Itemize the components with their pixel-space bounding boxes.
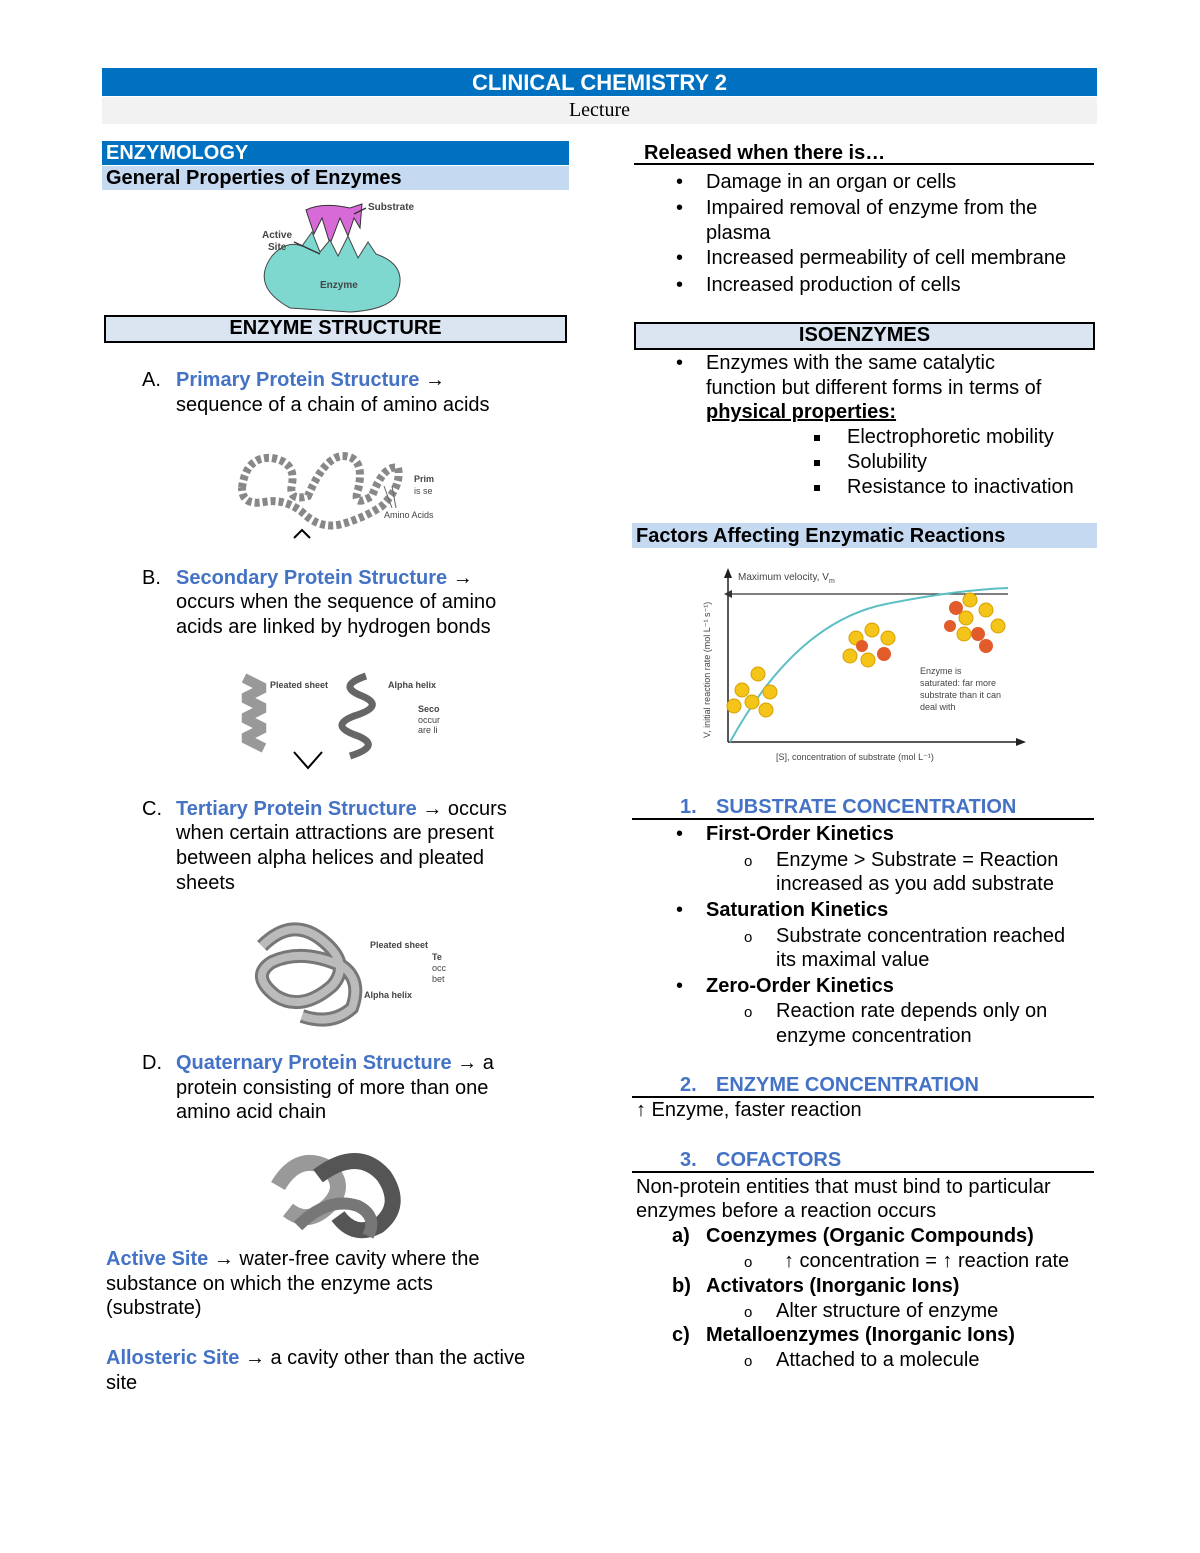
released-item-3: Increased permeability of cell membrane (706, 247, 1067, 269)
s3-title: COFACTORS (716, 1149, 842, 1171)
first-order-label: First-Order Kinetics (706, 823, 894, 845)
subsection-general-properties: General Properties of Enzymes (102, 166, 569, 190)
primary-structure-figure (232, 446, 446, 540)
released-item-2: Impaired removal of enzyme from the (706, 197, 1038, 219)
cofactor-a-label: Coenzymes (Organic Compounds) (706, 1225, 1034, 1247)
quaternary-structure-figure (258, 1146, 414, 1240)
tertiary-label-3: bet (432, 974, 445, 984)
section-enzymology: ENZYMOLOGY (102, 141, 569, 165)
first-order-bullet: • (676, 823, 684, 845)
cofactor-b-label: Activators (Inorganic Ions) (706, 1275, 960, 1297)
tertiary-label: Te (432, 952, 442, 962)
released-item-2b: plasma (706, 222, 771, 244)
item-c-letter: C. (142, 798, 162, 820)
item-d-letter: D. (142, 1052, 162, 1074)
enzyme-glyphs-high (944, 593, 1005, 653)
allosteric-site-line1 (106, 1346, 525, 1371)
zero-order-sub-1: Reaction rate depends only on (776, 1000, 1048, 1022)
zero-order-sub-2: enzyme concentration (776, 1025, 972, 1047)
item-d-line1 (176, 1051, 494, 1076)
s1-title: SUBSTRATE CONCENTRATION (716, 796, 1017, 818)
item-c-arrow: → occurs (416, 798, 507, 820)
iso-text-2: function but different forms in terms of (706, 377, 1042, 399)
zero-order-label: Zero-Order Kinetics (706, 975, 894, 997)
cofactors-heading (632, 1147, 1094, 1173)
enzyme-glyphs-low (727, 667, 777, 717)
vmax-label: Maximum velocity, $V_m$ (738, 572, 835, 585)
alpha-helix-label-2: Alpha helix (364, 990, 413, 1000)
enzyme-substrate-figure (250, 196, 430, 314)
square-bullet-3 (814, 485, 820, 491)
active-site-line3: (substrate) (106, 1297, 202, 1319)
zero-order-circle: o (744, 1004, 753, 1021)
amino-acids-label: Amino Acids (384, 510, 434, 520)
cofactor-c-circle: o (744, 1353, 753, 1370)
allosteric-site-text: → a cavity other than the active (239, 1347, 526, 1369)
item-d-line2: protein consisting of more than one (176, 1077, 489, 1099)
item-b-line1 (176, 566, 473, 591)
saturation-bullet: • (676, 899, 684, 921)
saturated-note-3: substrate than it can (920, 690, 1002, 700)
released-bullet-4: • (676, 274, 684, 296)
factors-heading: Factors Affecting Enzymatic Reactions (632, 523, 1097, 548)
item-c-term: Tertiary Protein Structure (176, 798, 417, 820)
iso-text-1: Enzymes with the same catalytic (706, 352, 995, 374)
iso-bullet: • (676, 352, 684, 374)
item-d-term: Quaternary Protein Structure (176, 1052, 452, 1074)
released-item-1: Damage in an organ or cells (706, 171, 957, 193)
item-b-term: Secondary Protein Structure (176, 567, 448, 589)
item-a-arrow: → (419, 369, 445, 391)
saturated-note-2: saturated: far more (920, 678, 997, 688)
s3-number: 3. (680, 1149, 697, 1171)
s1-number: 1. (680, 796, 697, 818)
cofactor-a-letter: a) (672, 1225, 690, 1247)
item-a-letter: A. (142, 369, 161, 391)
active-label: Active (262, 230, 293, 241)
zero-order-bullet: • (676, 975, 684, 997)
iso-text-3: physical properties: (706, 401, 897, 423)
cofactor-a-sub: ↑ concentration = ↑ reaction rate (784, 1250, 1070, 1272)
iso-prop-2: Solubility (847, 451, 928, 473)
item-a-line1 (176, 368, 445, 393)
allosteric-site-term: Allosteric Site (106, 1347, 240, 1369)
iso-prop-1: Electrophoretic mobility (847, 426, 1054, 448)
saturation-sub-2: its maximal value (776, 949, 930, 971)
page-title: CLINICAL CHEMISTRY 2 (102, 68, 1097, 96)
tertiary-structure-figure (232, 916, 448, 1028)
released-bullet-2: • (676, 197, 684, 219)
site-label: Site (268, 242, 287, 253)
square-bullet-1 (814, 435, 820, 441)
secondary-structure-figure (236, 662, 448, 774)
active-site-term: Active Site (106, 1248, 209, 1270)
saturated-note-1: Enzyme is (920, 666, 962, 676)
substrate-concentration-heading (632, 794, 1094, 820)
substrate-label: Substrate (368, 202, 415, 213)
cofactors-text-1: Non-protein entities that must bind to particular (636, 1176, 1051, 1198)
released-item-4: Increased production of cells (706, 274, 961, 296)
secondary-label: Seco (418, 704, 440, 714)
s2-number: 2. (680, 1074, 697, 1096)
active-site-text: → water-free cavity where the (208, 1248, 480, 1270)
iso-prop-3: Resistance to inactivation (847, 476, 1074, 498)
cofactor-a-circle: o (744, 1254, 753, 1271)
item-b-letter: B. (142, 567, 161, 589)
secondary-label-2: occur (418, 715, 441, 725)
first-order-circle: o (744, 853, 753, 870)
item-a-term: Primary Protein Structure (176, 369, 420, 391)
enzyme-concentration-text: ↑ Enzyme, faster reaction (636, 1099, 862, 1121)
saturation-circle: o (744, 929, 753, 946)
pleated-sheet-label: Pleated sheet (270, 680, 329, 690)
cofactor-b-letter: b) (672, 1275, 691, 1297)
y-axis-label: V, initial reaction rate (mol L⁻¹ s⁻¹) (702, 601, 712, 738)
enzyme-glyphs-mid (843, 623, 895, 667)
enzyme-structure-box: ENZYME STRUCTURE (104, 315, 567, 343)
enzyme-label: Enzyme (320, 280, 358, 291)
active-site-line1 (106, 1247, 479, 1272)
item-c-line4: sheets (176, 872, 235, 894)
prim-label-2: is se (414, 486, 433, 496)
page-subtitle: Lecture (102, 97, 1097, 124)
secondary-label-3: are li (418, 725, 438, 735)
released-bullet-3: • (676, 247, 684, 269)
alpha-helix-label: Alpha helix (388, 680, 437, 690)
s2-title: ENZYME CONCENTRATION (716, 1074, 979, 1096)
item-b-line3: acids are linked by hydrogen bonds (176, 616, 491, 638)
item-c-line1 (176, 797, 507, 822)
square-bullet-2 (814, 460, 820, 466)
saturation-label: Saturation Kinetics (706, 899, 889, 921)
cofactor-c-letter: c) (672, 1324, 690, 1346)
item-c-line2: when certain attractions are present (176, 822, 494, 844)
enzyme-concentration-heading (632, 1072, 1094, 1098)
prim-label: Prim (414, 474, 435, 484)
item-d-arrow: → a (451, 1052, 494, 1074)
cofactor-b-sub: Alter structure of enzyme (776, 1300, 999, 1322)
reaction-rate-graph (686, 562, 1032, 770)
isoenzymes-box: ISOENZYMES (634, 322, 1095, 350)
item-d-line3: amino acid chain (176, 1101, 327, 1123)
cofactor-c-sub: Attached to a molecule (776, 1349, 980, 1371)
item-a-line2: sequence of a chain of amino acids (176, 394, 490, 416)
first-order-sub-2: increased as you add substrate (776, 873, 1054, 895)
saturation-sub-1: Substrate concentration reached (776, 925, 1066, 947)
allosteric-site-line2: site (106, 1372, 138, 1394)
released-heading: Released when there is… (634, 141, 1094, 165)
item-c-line3: between alpha helices and pleated (176, 847, 485, 869)
item-b-arrow: → (447, 567, 473, 589)
cofactor-b-circle: o (744, 1304, 753, 1321)
cofactor-c-label: Metalloenzymes (Inorganic Ions) (706, 1324, 1015, 1346)
pleated-sheet-label-2: Pleated sheet (370, 940, 429, 950)
x-axis-label: [S], concentration of substrate (mol L⁻¹) (776, 752, 934, 762)
active-site-line2: substance on which the enzyme acts (106, 1273, 433, 1295)
item-b-line2: occurs when the sequence of amino (176, 591, 497, 613)
cofactors-text-2: enzymes before a reaction occurs (636, 1200, 937, 1222)
released-bullet-1: • (676, 171, 684, 193)
tertiary-label-2: occ (432, 963, 447, 973)
saturated-note-4: deal with (920, 702, 956, 712)
first-order-sub-1: Enzyme > Substrate = Reaction (776, 849, 1059, 871)
